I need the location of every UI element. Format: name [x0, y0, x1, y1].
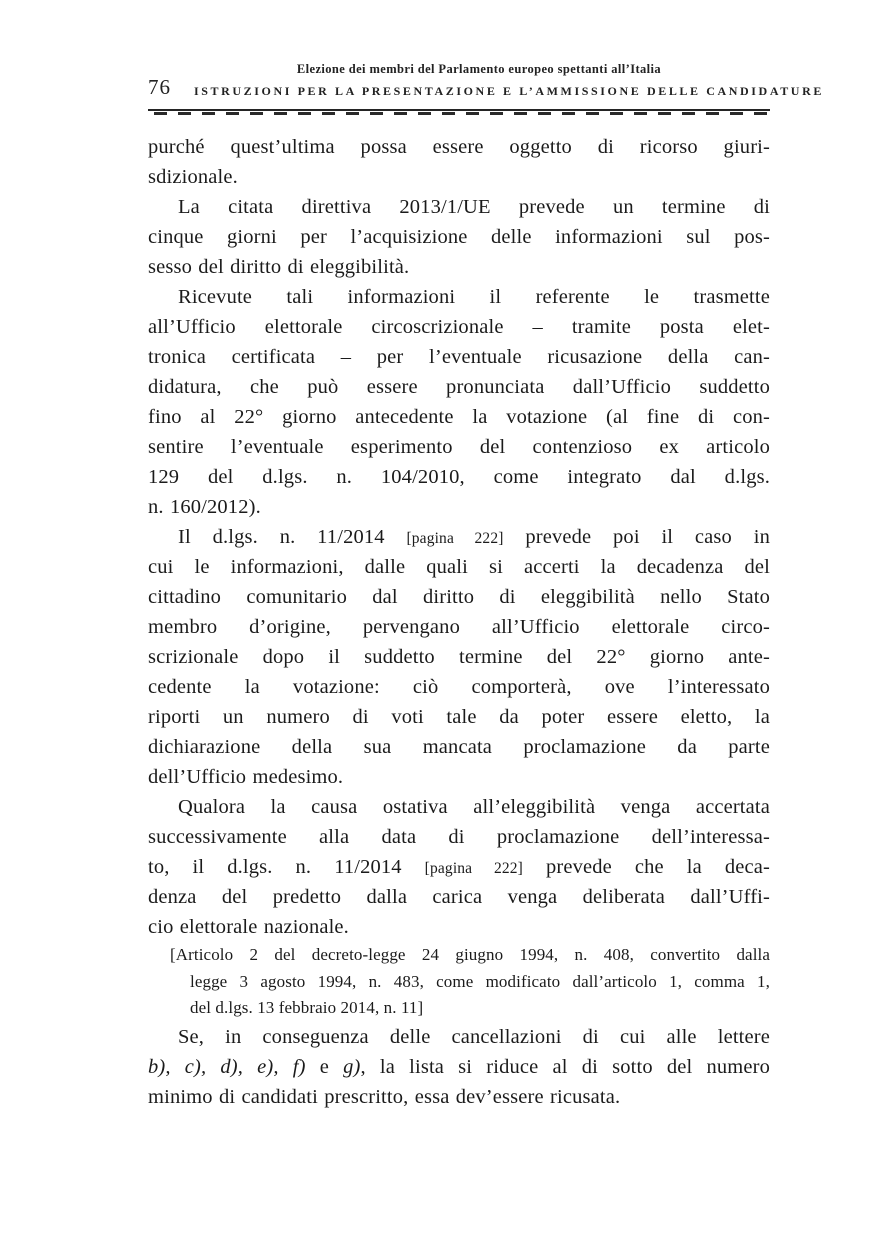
text-line — [148, 612, 770, 642]
text-line — [148, 432, 770, 462]
text-segment: Qualora la causa ostativa all’eleggibilità venga accertata — [178, 796, 770, 818]
text-segment: n. 160/2012). — [148, 496, 261, 518]
text-line — [148, 342, 770, 372]
text-line — [148, 969, 770, 996]
text-segment: scrizionale dopo il suddetto termine del 22° giorno ante- — [148, 646, 770, 668]
page-reference: [pagina 222] — [406, 530, 504, 547]
paragraph — [148, 792, 770, 942]
text-segment: dell’Ufficio medesimo. — [148, 766, 344, 788]
paragraph — [148, 1022, 770, 1112]
text-line — [148, 792, 770, 822]
text-segment: cui le informazioni, dalle quali si accerti la decadenza del — [148, 556, 770, 578]
text-line — [148, 732, 770, 762]
text-line — [148, 522, 770, 552]
running-header-line2: ISTRUZIONI PER LA PRESENTAZIONE E L’AMMISSIONE DELLE CANDIDATURE — [194, 84, 824, 98]
paragraph — [148, 282, 770, 522]
text-segment: to, il d.lgs. n. 11/2014 — [148, 856, 425, 878]
text-line — [148, 492, 770, 522]
text-line — [148, 995, 770, 1022]
page-number: 76 — [148, 75, 171, 99]
text-line — [148, 672, 770, 702]
text-segment: sesso del diritto di eleggibilità. — [148, 256, 410, 278]
text-segment: Se, in conseguenza delle cancellazioni di cui alle lettere — [178, 1025, 770, 1048]
text-line — [148, 582, 770, 612]
text-line — [148, 1022, 770, 1052]
text-segment: dichiarazione della sua mancata proclamazione da parte — [148, 736, 770, 758]
text-line — [148, 912, 770, 942]
text-segment: prevede poi il caso in — [503, 526, 770, 548]
text-line — [148, 132, 770, 162]
text-line — [148, 552, 770, 582]
paragraph — [148, 132, 770, 192]
text-line — [148, 252, 770, 282]
text-segment: sdizionale. — [148, 166, 238, 188]
text-line — [148, 702, 770, 732]
text-segment: , la lista si riduce al di sotto del numero — [360, 1055, 770, 1078]
text-segment: didatura, che può essere pronunciata dall’Ufficio suddetto — [148, 376, 770, 398]
paragraph — [148, 192, 770, 282]
text-line — [148, 312, 770, 342]
text-line — [148, 402, 770, 432]
text-line — [148, 762, 770, 792]
text-block — [148, 60, 824, 1112]
text-segment: successivamente alla data di proclamazione dell’interessa- — [148, 826, 770, 848]
text-segment: purché quest’ultima possa essere oggetto di ricorso giuri- — [148, 136, 770, 158]
running-header-line1: Elezione dei membri del Parlamento europeo spettanti all’Italia — [296, 62, 662, 76]
text-segment: 129 del d.lgs. n. 104/2010, come integrato dal d.lgs. — [148, 466, 770, 488]
text-line — [148, 822, 770, 852]
citation-note — [148, 942, 770, 1022]
text-segment: riporti un numero di voti tale da poter essere eletto, la — [148, 706, 770, 728]
text-line — [148, 162, 770, 192]
text-segment: sentire l’eventuale esperimento del contenzioso ex articolo — [148, 436, 770, 458]
text-line — [148, 882, 770, 912]
text-line — [148, 282, 770, 312]
text-segment: e — [305, 1055, 344, 1078]
page-body — [148, 132, 770, 1112]
text-segment: membro d’origine, pervengano all’Ufficio elettorale circo- — [148, 616, 770, 638]
text-segment: fino al 22° giorno antecedente la votazione (al fine di con- — [148, 406, 770, 428]
text-segment: del d.lgs. 13 febbraio 2014, n. 11] — [190, 998, 424, 1017]
text-segment: cinque giorni per l’acquisizione delle informazioni sul pos- — [148, 226, 770, 248]
text-segment: Il d.lgs. n. 11/2014 — [178, 526, 407, 548]
paragraph — [148, 522, 770, 792]
text-line — [148, 192, 770, 222]
text-line — [148, 222, 770, 252]
text-line — [148, 462, 770, 492]
text-segment: legge 3 agosto 1994, n. 483, come modificato dall’articolo 1, comma 1, — [190, 971, 770, 991]
text-segment: La citata direttiva 2013/1/UE prevede un termine di — [178, 196, 770, 218]
text-line — [148, 1052, 770, 1082]
text-line — [148, 942, 770, 969]
text-segment: cio elettorale nazionale. — [148, 916, 349, 938]
text-segment: b), c), d), e), f) — [148, 1055, 306, 1078]
text-segment: minimo di candidati prescritto, essa dev’essere ricusata. — [148, 1085, 621, 1108]
running-header-row — [148, 75, 824, 104]
text-segment: prevede che la deca- — [522, 856, 770, 878]
text-line — [148, 1082, 770, 1112]
page-reference: [pagina 222] — [424, 860, 523, 877]
text-segment: all’Ufficio elettorale circoscrizionale – tramite posta elet- — [148, 316, 770, 338]
text-line — [148, 372, 770, 402]
text-line — [148, 852, 770, 882]
ornamental-rule — [148, 109, 770, 115]
text-segment: denza del predetto dalla carica venga deliberata dall’Uffi- — [148, 886, 770, 908]
text-segment: [Articolo 2 del decreto-legge 24 giugno 1994, n. 408, convertito dalla — [170, 945, 770, 964]
text-segment: g) — [343, 1055, 361, 1078]
text-segment: Ricevute tali informazioni il referente le trasmette — [178, 286, 770, 308]
text-segment: cedente la votazione: ciò comporterà, ove l’interessato — [148, 676, 770, 698]
text-line — [148, 642, 770, 672]
text-segment: tronica certificata – per l’eventuale ricusazione della can- — [148, 346, 770, 368]
text-segment: cittadino comunitario dal diritto di eleggibilità nello Stato — [148, 586, 770, 608]
